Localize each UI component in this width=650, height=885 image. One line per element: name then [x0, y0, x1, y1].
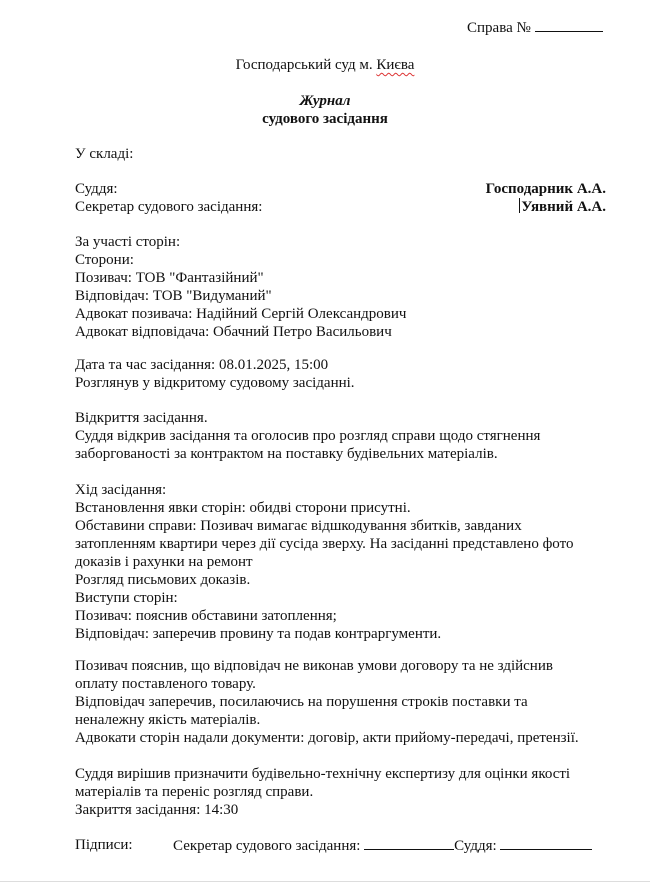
arguments-line: Адвокати сторін надали документи: договір, акти прийому-передачі, претензії. [75, 730, 579, 746]
proceedings-line: доказів і рахунки на ремонт [75, 554, 253, 570]
decision-line: матеріалів та переніс розгляд справи. [75, 784, 314, 800]
document-title: Журнал [299, 93, 351, 109]
parties-line: Сторони: [75, 252, 134, 268]
proceedings-line: затопленням квартири через дії сусіда зверху. На засіданні представлено фото [75, 536, 574, 552]
closing-time: 14:30 [204, 802, 239, 818]
case-number-blank [535, 18, 603, 32]
session-datetime-value: 08.01.2025, 15:00 [218, 357, 329, 373]
judge-label: Суддя: [75, 181, 118, 197]
plaintiff-line: Позивач: ТОВ "Фантазійний" [75, 270, 264, 286]
decision-line: Суддя вирішив призначити будівельно-технічну експертизу для оцінки якості [75, 766, 571, 782]
arguments-line: неналежну якість матеріалів. [75, 712, 261, 728]
proceedings-line: Розгляд письмових доказів. [75, 572, 251, 588]
proceedings-line: Хід засідання: [75, 482, 167, 498]
document-subtitle: судового засідання [262, 111, 388, 127]
case-number-label: Справа № [467, 20, 531, 36]
arguments-line: Відповідач заперечив, посилаючись на порушення строків поставки та [75, 694, 528, 710]
judge-name: Господарник А.А. [485, 181, 606, 197]
proceedings-line: Позивач: пояснив обставини затоплення; [75, 608, 337, 624]
page-bottom-edge [0, 881, 650, 882]
defendant-lawyer-line: Адвокат відповідача: Обачний Петро Васильович [75, 324, 392, 340]
secretary-name: Уявний А.А. [521, 199, 606, 215]
signature-judge-blank [500, 836, 592, 850]
court-city: Києва [376, 57, 415, 73]
decision-section [75, 765, 615, 819]
opening-line: Суддя відкрив засідання та оголосив про розгляд справи щодо стягнення [75, 428, 541, 444]
closing-line [75, 801, 615, 819]
proceedings-line: Обставини справи: Позивач вимагає відшкодування збитків, завданих [75, 518, 522, 534]
signatures-label: Підписи: [75, 837, 133, 853]
session-open-line: Розглянув у відкритому судовому засіданні. [75, 375, 355, 391]
signatures-row [173, 836, 592, 855]
proceedings-line: Виступи сторін: [75, 590, 178, 606]
session-section [75, 356, 615, 392]
signature-judge-label: Суддя: [454, 838, 497, 854]
arguments-section [75, 657, 615, 747]
arguments-line: оплату поставленого товару. [75, 676, 256, 692]
proceedings-line: Відповідач: заперечив провину та подав контраргументи. [75, 626, 442, 642]
session-datetime-line [75, 356, 615, 374]
court-prefix: Господарський суд м. [235, 57, 373, 73]
composition-label: У складі: [75, 146, 134, 162]
plaintiff-lawyer-line: Адвокат позивача: Надійний Сергій Олександрович [75, 306, 407, 322]
session-datetime-label: Дата та час засідання: [75, 357, 216, 373]
parties-section [75, 233, 615, 341]
arguments-line: Позивач пояснив, що відповідач не виконав умови договору та не здійснив [75, 658, 553, 674]
proceedings-section [75, 481, 615, 643]
signature-secretary-blank [364, 836, 454, 850]
secretary-label: Секретар судового засідання: [75, 199, 263, 215]
secretary-name-row [519, 198, 606, 216]
signature-secretary-label: Секретар судового засідання: [173, 838, 361, 854]
court-name [0, 56, 650, 74]
opening-line: Відкриття засідання. [75, 410, 208, 426]
proceedings-line: Встановлення явки сторін: обидві сторони присутні. [75, 500, 411, 516]
opening-line: заборгованості за контрактом на поставку будівельних матеріалів. [75, 446, 498, 462]
opening-section [75, 409, 615, 463]
case-number [467, 18, 603, 37]
closing-label: Закриття засідання: [75, 802, 201, 818]
parties-line: За участі сторін: [75, 234, 181, 250]
defendant-line: Відповідач: ТОВ "Видуманий" [75, 288, 272, 304]
